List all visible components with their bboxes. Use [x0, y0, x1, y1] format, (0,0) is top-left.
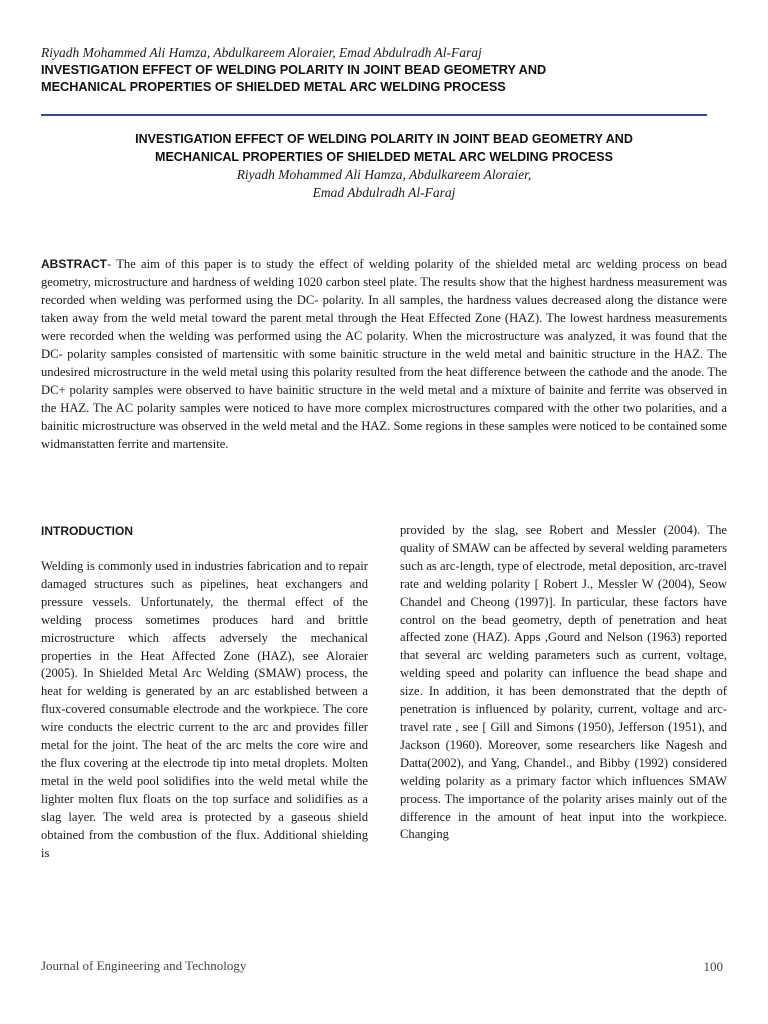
paper-title-line2: MECHANICAL PROPERTIES OF SHIELDED METAL ARC WELDING PROCESS [155, 150, 613, 164]
left-column [41, 522, 368, 862]
right-column [400, 522, 727, 844]
header-divider [41, 114, 707, 116]
introduction-right-text: provided by the slag, see Robert and Messler (2004). The quality of SMAW can be affected by several welding parameters such as arc-length, type of electrode, metal deposition, arc-travel rate and welding polarity [ Robert J., Messler W (2004), Seow Chandel and Cheong (1997)]. In particular, these factors have control on the bead geometry, depth of penetration and heat affected zone (HAZ). Apps ,Gourd and Nelson (1963) reported that several arc welding parameters such as current, voltage, welding speed and polarity can influence the bead shape and size. In addition, it has been demonstrated that the depth of penetration is influenced by polarity, current, voltage and arc-travel rate , see [ Gill and Simons (1950), Jefferson (1951), and Jackson (1960). Moreover, some researchers like Nagesh and Datta(2002), and Yang, Chandel., and Bibby (1992) considered welding polarity as a primary factor which influences SMAW process. The importance of the polarity arises mainly out of the difference in the amount of heat input into the workpiece. Changing [400, 523, 727, 842]
running-header [41, 44, 721, 96]
introduction-heading: INTRODUCTION [41, 524, 133, 538]
paper-authors-line1: Riyadh Mohammed Ali Hamza, Abdulkareem Aloraier, [236, 167, 532, 182]
running-header-title-line2: MECHANICAL PROPERTIES OF SHIELDED METAL ARC WELDING PROCESS [41, 80, 506, 94]
introduction-left-text: Welding is commonly used in industries fabrication and to repair damaged structures such as pipelines, heat exchangers and pressure vessels. Unfortunately, the thermal effect of the welding process sometimes produces hard and brittle microstructure which affects adversely the mechanical properties in the Heat Affected Zone (HAZ), see Aloraier (2005). In Shielded Metal Arc Welding (SMAW) process, the heat for welding is generated by an arc established between a flux-covered consumable electrode and the workpiece. The core wire conducts the electric current to the arc and provides filler metal for the joint. The heat of the arc melts the core wire and the flux covering at the electrode tip into metal droplets. Molten metal in the weld pool solidifies into the weld metal while the lighter molten flux floats on the top surface and solidifies as a slag layer. The weld area is protected by a gaseous shield obtained from the combustion of the flux. Additional shielding is [41, 559, 368, 860]
abstract [41, 255, 727, 453]
footer-journal-name: Journal of Engineering and Technology [41, 958, 247, 973]
abstract-label: ABSTRACT [41, 257, 107, 271]
running-header-title-line1: INVESTIGATION EFFECT OF WELDING POLARITY IN JOINT BEAD GEOMETRY AND [41, 63, 547, 77]
paper-title-line1: INVESTIGATION EFFECT OF WELDING POLARITY IN JOINT BEAD GEOMETRY AND [135, 132, 633, 146]
page-number: 100 [703, 959, 723, 974]
running-header-authors: Riyadh Mohammed Ali Hamza, Abdulkareem Aloraier, Emad Abdulradh Al-Faraj [41, 45, 482, 60]
paper-title-block [41, 130, 727, 202]
abstract-text: - The aim of this paper is to study the effect of welding polarity of the shielded metal arc welding process on bead geometry, microstructure and hardness of welding 1020 carbon steel plate. The results show that the highest hardness measurement was recorded when welding was performed using the DC- polarity. In all samples, the hardness values decreased along the distance were taken away from the weld metal toward the parent metal through the Heat Effected Zone (HAZ). The lowest hardness measurements were recorded when the welding was performed using the AC polarity. When the microstructure was analyzed, it was found that the DC- polarity samples consisted of martensitic with some bainitic structure in the weld metal and bainitic structure in the HAZ. The undesired microstructure in the weld metal using this polarity resulted from the heat difference between the cathode and the anode. The DC+ polarity samples were observed to have bainitic structure in the weld metal and a mixture of bainite and ferrite was observed in the HAZ. The AC polarity samples were noticed to have more complex microstructures compared with the other two polarities, and a bainitic microstructure was observed in the weld metal and the HAZ. Some regions in these samples were noticed to be contained some widmanstatten ferrite and martensite. [41, 257, 727, 451]
paper-authors-line2: Emad Abdulradh Al-Faraj [312, 185, 456, 200]
